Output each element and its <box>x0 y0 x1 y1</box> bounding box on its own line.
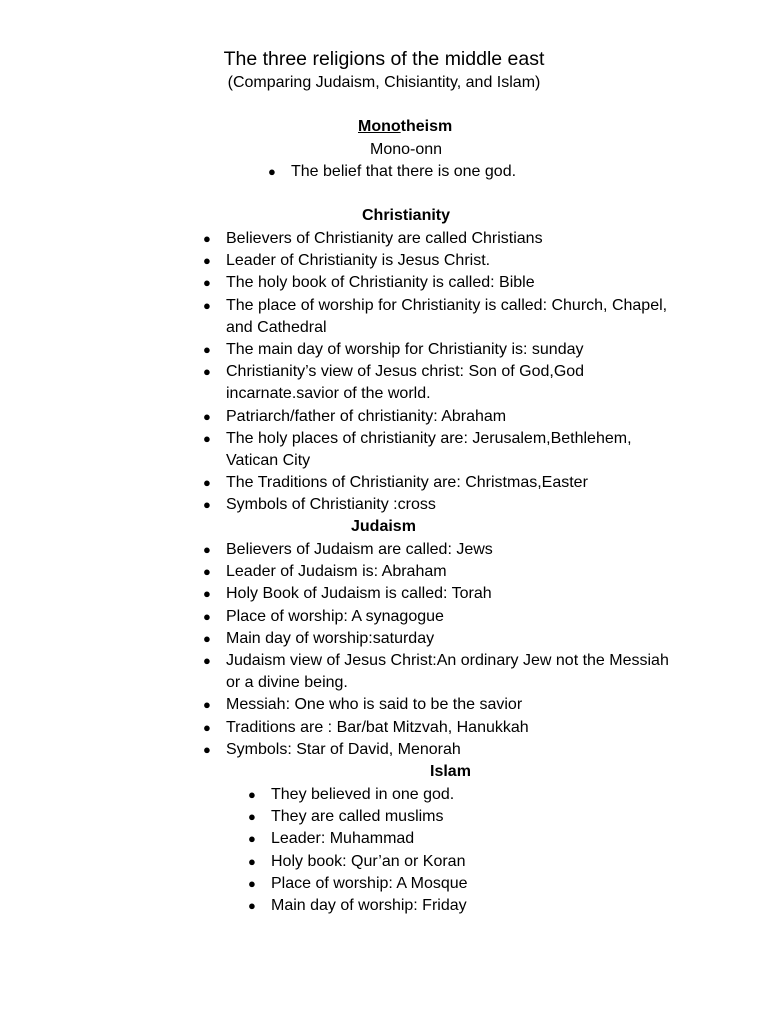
list-item-text: Messiah: One who is said to be the savior <box>226 696 523 714</box>
bullet-icon: ● <box>248 809 256 825</box>
document-subtitle: (Comparing Judaism, Chisiantity, and Islam) <box>227 74 541 91</box>
list-item-text: They believed in one god. <box>271 786 455 803</box>
judaism-heading: Judaism <box>351 518 416 535</box>
list-item-text: Believers of Judaism are called: Jews <box>226 541 493 558</box>
list-item-text: Judaism view of Jesus Christ:An ordinary Jew not the Messiah or a divine being. <box>226 652 669 692</box>
bullet-icon: ● <box>203 408 211 424</box>
list-item <box>246 828 468 850</box>
bullet-icon: ● <box>248 787 256 802</box>
list-item-text: Main day of worship:saturday <box>226 629 435 647</box>
document-title: The three religions of the middle east <box>223 48 545 70</box>
list-item <box>201 606 701 628</box>
monotheism-heading-prefix: Mono <box>358 118 401 135</box>
list-item-text: The main day of worship for Christianity is: sunday <box>226 341 584 359</box>
list-item <box>246 851 468 873</box>
list-item-text: Traditions are : Bar/bat Mitzvah, Hanukkah <box>226 718 529 736</box>
bullet-icon: ● <box>203 475 211 491</box>
bullet-icon: ● <box>203 364 211 380</box>
list-item <box>201 228 701 250</box>
list-item <box>201 472 701 494</box>
list-item-text: The holy book of Christianity is called: Bible <box>226 274 535 292</box>
list-item <box>201 694 701 716</box>
list-item <box>201 494 701 516</box>
list-item-text: Holy book: Qur’an or Koran <box>271 852 466 870</box>
list-item <box>201 561 701 583</box>
list-item-text: The belief that there is one god. <box>291 163 517 180</box>
monotheism-heading-suffix: theism <box>400 118 453 135</box>
list-item <box>201 250 701 272</box>
list-item <box>201 361 701 405</box>
bullet-icon: ● <box>203 542 211 557</box>
list-item <box>201 650 701 694</box>
bullet-icon: ● <box>203 342 211 358</box>
list-item <box>201 295 701 339</box>
list-item-text: Main day of worship: Friday <box>271 897 467 915</box>
bullet-icon: ● <box>203 297 211 313</box>
list-item-text: Place of worship: A Mosque <box>271 874 468 892</box>
list-item-text: The holy places of christianity are: Jerusalem,Bethlehem, Vatican City <box>226 429 632 470</box>
bullet-icon: ● <box>248 875 256 891</box>
list-item <box>266 161 516 183</box>
bullet-icon: ● <box>248 853 256 869</box>
list-item <box>201 628 701 650</box>
list-item <box>246 806 468 828</box>
list-item <box>201 428 701 472</box>
bullet-icon: ● <box>203 653 211 669</box>
bullet-icon: ● <box>203 564 211 580</box>
bullet-icon: ● <box>248 831 256 847</box>
list-item <box>201 739 701 761</box>
list-item-text: Believers of Christianity are called Christians <box>226 230 543 247</box>
list-item <box>201 406 701 428</box>
list-item <box>246 784 468 806</box>
list-item-text: Christianity’s view of Jesus christ: Son of God,God incarnate.savior of the world. <box>226 363 585 403</box>
list-item <box>201 583 701 605</box>
list-item-text: Symbols: Star of David, Menorah <box>226 740 461 758</box>
bullet-icon: ● <box>203 741 211 757</box>
bullet-icon: ● <box>203 275 211 291</box>
bullet-icon: ● <box>203 586 211 602</box>
list-item-text: Holy Book of Judaism is called: Torah <box>226 585 492 603</box>
list-item-text: Patriarch/father of christianity: Abraham <box>226 407 507 425</box>
list-item <box>201 272 701 294</box>
christianity-heading: Christianity <box>362 207 451 224</box>
list-item-text: Leader: Muhammad <box>271 830 415 848</box>
bullet-icon: ● <box>203 253 211 269</box>
list-item-text: Place of worship: A synagogue <box>226 607 444 625</box>
list-item-text: They are called muslims <box>271 808 444 826</box>
list-item <box>201 717 701 739</box>
monotheism-list <box>266 161 516 183</box>
bullet-icon: ● <box>203 231 211 246</box>
list-item-text: Leader of Christianity is Jesus Christ. <box>226 252 491 270</box>
bullet-icon: ● <box>203 697 211 713</box>
bullet-icon: ● <box>203 497 211 513</box>
bullet-icon: ● <box>248 898 256 914</box>
christianity-list <box>201 228 701 517</box>
bullet-icon: ● <box>203 430 211 446</box>
list-item <box>201 339 701 361</box>
list-item-text: The place of worship for Christianity is called: Church, Chapel, and Cathedral <box>226 296 668 336</box>
monotheism-heading <box>358 117 452 137</box>
list-item-text: Symbols of Christianity :cross <box>226 496 436 514</box>
monotheism-subline: Mono-onn <box>370 141 443 158</box>
bullet-icon: ● <box>203 630 211 646</box>
list-item-text: Leader of Judaism is: Abraham <box>226 563 447 581</box>
bullet-icon: ● <box>203 608 211 624</box>
list-item <box>246 895 468 917</box>
list-item <box>246 873 468 895</box>
list-item-text: The Traditions of Christianity are: Christmas,Easter <box>226 474 588 492</box>
list-item <box>201 539 701 561</box>
bullet-icon: ● <box>268 164 276 179</box>
judaism-list <box>201 539 701 761</box>
islam-heading: Islam <box>430 763 471 780</box>
islam-list <box>246 784 468 917</box>
bullet-icon: ● <box>203 719 211 735</box>
